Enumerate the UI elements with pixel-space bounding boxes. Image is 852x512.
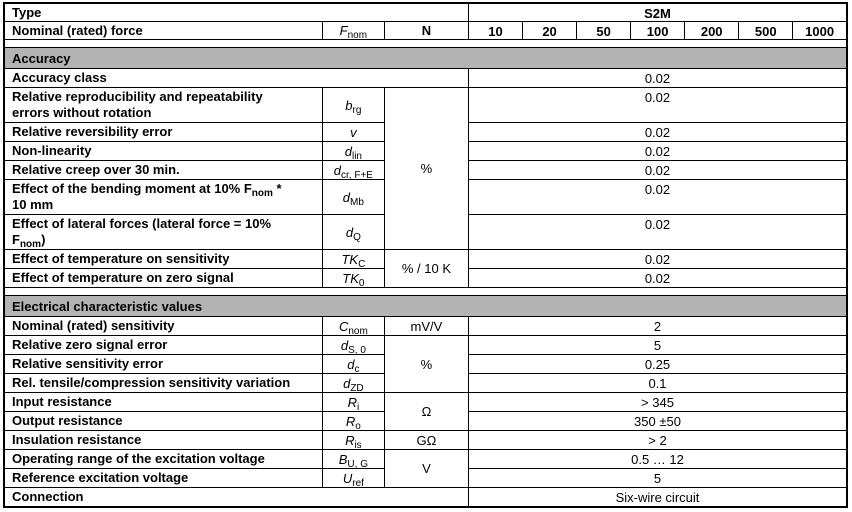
- spacer-cell: [4, 40, 847, 48]
- reversibility-label: Relative reversibility error: [4, 123, 322, 142]
- spacer-row: [4, 40, 847, 48]
- spacer-row: [4, 288, 847, 296]
- row-excitation-range: [4, 450, 847, 469]
- section-accuracy: [4, 48, 847, 69]
- row-insulation-resistance: [4, 431, 847, 450]
- sensitivity-error-label: Relative sensitivity error: [4, 355, 322, 374]
- force-step-value: 100: [631, 22, 685, 40]
- sensitivity-value: 2: [468, 317, 847, 336]
- force-step-value: 10: [468, 22, 522, 40]
- row-connection: [4, 488, 847, 507]
- lateral-forces-value: 0.02: [468, 215, 847, 250]
- zero-signal-value: 5: [468, 336, 847, 355]
- connection-label: Connection: [4, 488, 468, 507]
- type-value: S2M: [468, 3, 847, 22]
- accuracy-class-label: Accuracy class: [4, 69, 468, 88]
- reproducibility-symbol: $b_{rg}$: [322, 88, 384, 123]
- temp-zero-label: Effect of temperature on zero signal: [4, 269, 322, 288]
- temp-unit: % / 10 K: [384, 250, 468, 288]
- lateral-forces-symbol: $d_Q$: [322, 215, 384, 250]
- reproducibility-value: 0.02: [468, 88, 847, 123]
- reversibility-value: 0.02: [468, 123, 847, 142]
- tensile-compression-label: Rel. tensile/compression sensitivity variation: [4, 374, 322, 393]
- creep-symbol: $d_{cr, F+E}$: [322, 161, 384, 180]
- sensitivity-symbol: $C_{nom}$: [322, 317, 384, 336]
- row-type: [4, 3, 847, 22]
- type-label: Type: [4, 3, 468, 22]
- reference-excitation-value: 5: [468, 469, 847, 488]
- tensile-compression-symbol: $d_{ZD}$: [322, 374, 384, 393]
- electrical-section-header: Electrical characteristic values: [4, 296, 847, 317]
- nominal-force-symbol: $F_{nom}$: [322, 22, 384, 40]
- sensitivity-error-symbol: $d_c$: [322, 355, 384, 374]
- excitation-range-label: Operating range of the excitation voltage: [4, 450, 322, 469]
- insulation-resistance-value: > 2: [468, 431, 847, 450]
- output-resistance-symbol: $R_o$: [322, 412, 384, 431]
- row-accuracy-class: [4, 69, 847, 88]
- nonlinearity-label: Non-linearity: [4, 142, 322, 161]
- spacer-cell: [4, 288, 847, 296]
- temp-sensitivity-value: 0.02: [468, 250, 847, 269]
- input-resistance-label: Input resistance: [4, 393, 322, 412]
- accuracy-section-header: Accuracy: [4, 48, 847, 69]
- force-step-value: 1000: [793, 22, 847, 40]
- accuracy-class-value: 0.02: [468, 69, 847, 88]
- reference-excitation-label: Reference excitation voltage: [4, 469, 322, 488]
- tensile-compression-value: 0.1: [468, 374, 847, 393]
- sensitivity-unit: mV/V: [384, 317, 468, 336]
- temp-sensitivity-symbol: $TK_C$: [322, 250, 384, 269]
- reversibility-symbol: v: [322, 123, 384, 142]
- volt-unit: V: [384, 450, 468, 488]
- nonlinearity-symbol: $d_{lin}$: [322, 142, 384, 161]
- row-temp-sensitivity: [4, 250, 847, 269]
- insulation-resistance-label: Insulation resistance: [4, 431, 322, 450]
- lateral-forces-label: Effect of lateral forces (lateral force = 10% $F_{nom}$): [4, 215, 322, 250]
- nonlinearity-value: 0.02: [468, 142, 847, 161]
- creep-label: Relative creep over 30 min.: [4, 161, 322, 180]
- temp-zero-symbol: $TK_0$: [322, 269, 384, 288]
- insulation-resistance-symbol: $R_{is}$: [322, 431, 384, 450]
- row-nominal-force: [4, 22, 847, 40]
- force-step-value: 20: [523, 22, 577, 40]
- bending-moment-value: 0.02: [468, 180, 847, 215]
- creep-value: 0.02: [468, 161, 847, 180]
- reproducibility-label: Relative reproducibility and repeatability errors without rotation: [4, 88, 322, 123]
- output-resistance-label: Output resistance: [4, 412, 322, 431]
- connection-value: Six-wire circuit: [468, 488, 847, 507]
- temp-zero-value: 0.02: [468, 269, 847, 288]
- row-zero-signal: [4, 336, 847, 355]
- input-resistance-symbol: $R_i$: [322, 393, 384, 412]
- row-input-resistance: [4, 393, 847, 412]
- temp-sensitivity-label: Effect of temperature on sensitivity: [4, 250, 322, 269]
- percent-unit: %: [384, 336, 468, 393]
- reference-excitation-symbol: $U_{ref}$: [322, 469, 384, 488]
- force-step-value: 200: [685, 22, 739, 40]
- zero-signal-symbol: $d_{S, 0}$: [322, 336, 384, 355]
- output-resistance-value: 350 ±50: [468, 412, 847, 431]
- force-step-value: 500: [739, 22, 793, 40]
- force-step-value: 50: [577, 22, 631, 40]
- excitation-range-value: 0.5 … 12: [468, 450, 847, 469]
- sensitivity-label: Nominal (rated) sensitivity: [4, 317, 322, 336]
- nominal-force-label: Nominal (rated) force: [4, 22, 322, 40]
- input-resistance-value: > 345: [468, 393, 847, 412]
- bending-moment-label: Effect of the bending moment at 10% $F_{nom}$ * 10 mm: [4, 180, 322, 215]
- nominal-force-unit: N: [384, 22, 468, 40]
- zero-signal-label: Relative zero signal error: [4, 336, 322, 355]
- row-sensitivity: [4, 317, 847, 336]
- section-electrical: [4, 296, 847, 317]
- sensitivity-error-value: 0.25: [468, 355, 847, 374]
- ohm-unit: Ω: [384, 393, 468, 431]
- row-reproducibility: [4, 88, 847, 123]
- excitation-range-symbol: $B_{U, G}$: [322, 450, 384, 469]
- gigaohm-unit: GΩ: [384, 431, 468, 450]
- percent-unit: %: [384, 88, 468, 250]
- bending-moment-symbol: $d_{Mb}$: [322, 180, 384, 215]
- spec-table: [3, 2, 848, 508]
